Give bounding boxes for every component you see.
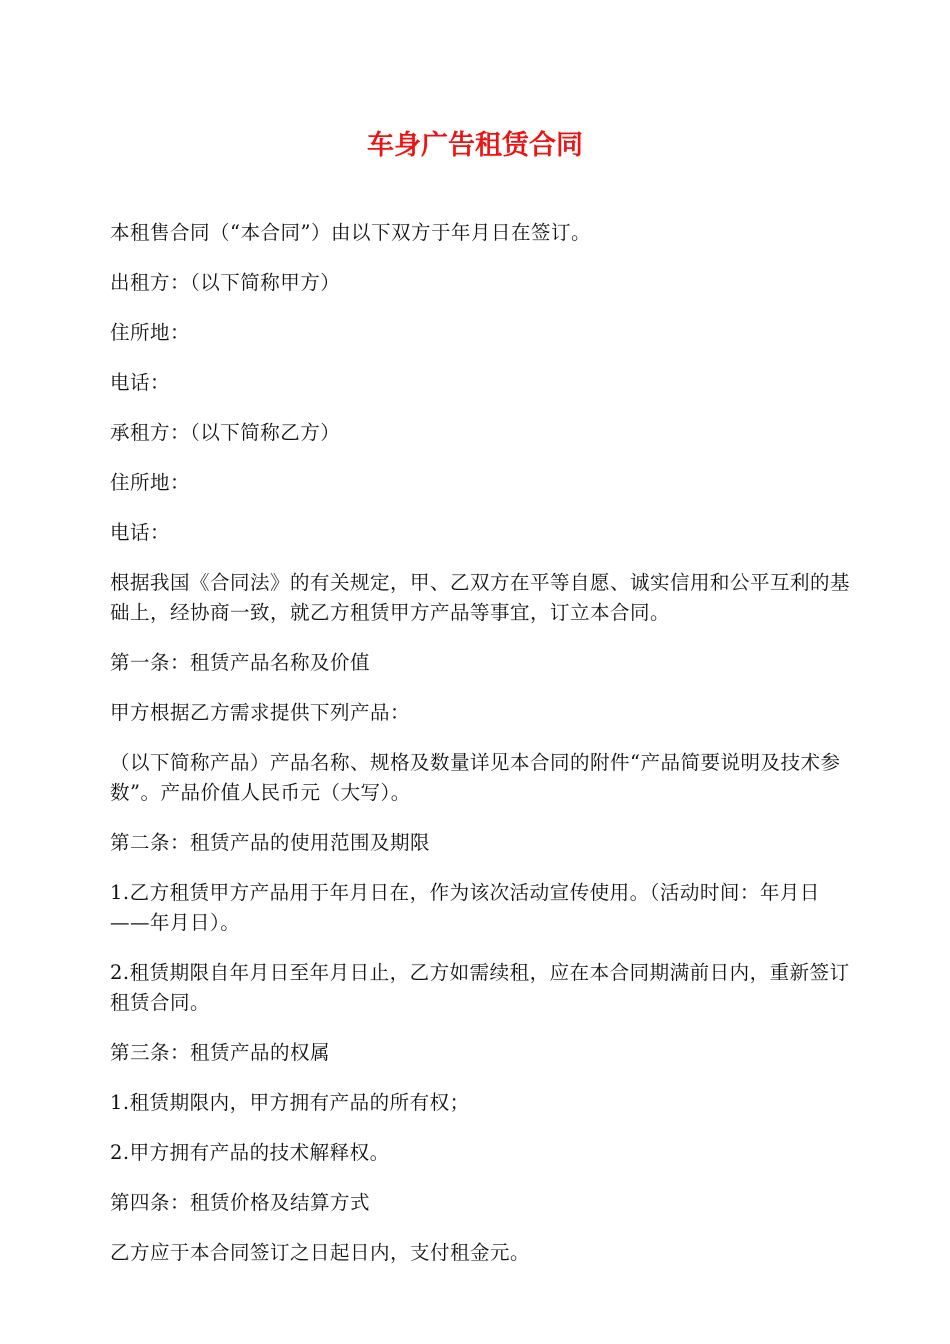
article-2-clause-1: 1.乙方租赁甲方产品用于年月日在，作为该次活动宣传使用。（活动时间：年月日——年月日）。 — [110, 881, 820, 934]
paragraph-lessor: 出租方：（以下简称甲方） — [110, 271, 341, 294]
article-4-heading: 第四条：租赁价格及结算方式 — [110, 1191, 371, 1214]
paragraph-lessor-address: 住所地： — [110, 321, 191, 344]
article-2-clause-2: 2.租赁期限自年月日至年月日止，乙方如需续租，应在本合同期满前日内，重新签订租赁合同。 — [110, 961, 850, 1014]
paragraph-lessee-phone: 电话： — [110, 521, 171, 544]
article-3-heading: 第三条：租赁产品的权属 — [110, 1041, 331, 1064]
paragraph-preamble: 根据我国《合同法》的有关规定，甲、乙双方在平等自愿、诚实信用和公平互利的基础上，经协商一致，就乙方租赁甲方产品等事宜，订立本合同。 — [110, 571, 851, 624]
paragraph-lessee-address: 住所地： — [110, 471, 191, 494]
article-1-heading: 第一条：租赁产品名称及价值 — [110, 651, 371, 674]
article-3-clause-2: 2.甲方拥有产品的技术解释权。 — [110, 1141, 390, 1164]
article-1-detail: （以下简称产品）产品名称、规格及数量详见本合同的附件“产品简要说明及技术参数”。产品价值人民币元（大写）。 — [110, 751, 841, 804]
document-title: 车身广告租赁合同 — [367, 130, 583, 161]
document-body — [110, 218, 850, 1288]
paragraph-lessor-phone: 电话： — [110, 371, 171, 394]
article-3-clause-1: 1.租赁期限内，甲方拥有产品的所有权； — [110, 1091, 470, 1114]
paragraph-lessee: 承租方：（以下简称乙方） — [110, 421, 341, 444]
article-1-text: 甲方根据乙方需求提供下列产品： — [110, 701, 411, 724]
article-2-heading: 第二条：租赁产品的使用范围及期限 — [110, 831, 431, 854]
paragraph-intro: 本租售合同（“本合同”）由以下双方于年月日在签订。 — [110, 221, 591, 244]
article-4-text: 乙方应于本合同签订之日起日内，支付租金元。 — [110, 1241, 531, 1264]
